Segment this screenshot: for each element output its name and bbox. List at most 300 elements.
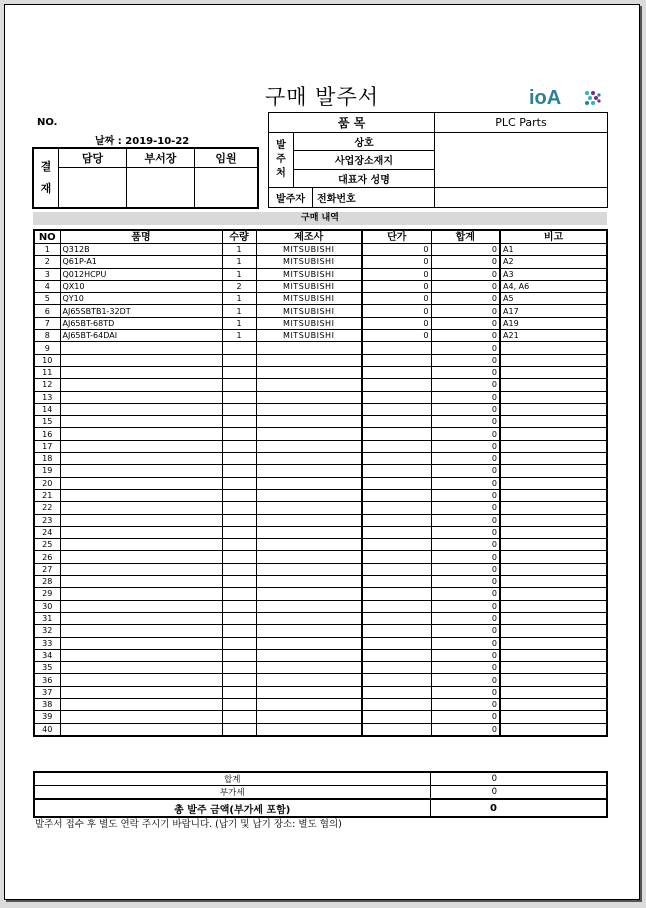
row-qty[interactable] bbox=[222, 391, 256, 403]
table-row bbox=[34, 453, 607, 465]
row-maker[interactable] bbox=[256, 502, 362, 514]
row-item-name[interactable]: QY10 bbox=[60, 293, 222, 305]
row-unit-price[interactable] bbox=[362, 698, 431, 710]
row-note[interactable]: A17 bbox=[500, 305, 607, 317]
row-maker[interactable] bbox=[256, 366, 362, 378]
row-unit-price[interactable]: 0 bbox=[362, 293, 431, 305]
row-no: 8 bbox=[34, 330, 60, 342]
row-maker[interactable] bbox=[256, 711, 362, 723]
row-note[interactable]: A21 bbox=[500, 330, 607, 342]
row-note[interactable] bbox=[500, 625, 607, 637]
row-note[interactable] bbox=[500, 379, 607, 391]
row-unit-price[interactable] bbox=[362, 416, 431, 428]
approval-sign-manager[interactable] bbox=[127, 168, 195, 209]
row-total[interactable]: 0 bbox=[431, 686, 500, 698]
row-total[interactable]: 0 bbox=[431, 637, 500, 649]
row-note[interactable] bbox=[500, 403, 607, 415]
row-item-name[interactable] bbox=[60, 428, 222, 440]
row-note[interactable]: A4, A6 bbox=[500, 280, 607, 292]
row-unit-price[interactable] bbox=[362, 649, 431, 661]
row-item-name[interactable] bbox=[60, 526, 222, 538]
row-no: 15 bbox=[34, 416, 60, 428]
totals-table bbox=[33, 771, 608, 818]
row-no: 2 bbox=[34, 256, 60, 268]
item-value[interactable]: PLC Parts bbox=[435, 113, 608, 133]
row-note[interactable] bbox=[500, 563, 607, 575]
row-total[interactable]: 0 bbox=[431, 379, 500, 391]
row-total[interactable]: 0 bbox=[431, 698, 500, 710]
row-maker[interactable]: MITSUBISHI bbox=[256, 317, 362, 329]
table-row bbox=[34, 625, 607, 637]
row-note[interactable]: A2 bbox=[500, 256, 607, 268]
row-no: 20 bbox=[34, 477, 60, 489]
row-total[interactable]: 0 bbox=[431, 280, 500, 292]
row-unit-price[interactable] bbox=[362, 723, 431, 736]
row-total[interactable]: 0 bbox=[431, 563, 500, 575]
row-unit-price[interactable] bbox=[362, 366, 431, 378]
approval-sign-executive[interactable] bbox=[195, 168, 259, 209]
row-unit-price[interactable] bbox=[362, 465, 431, 477]
row-maker[interactable] bbox=[256, 723, 362, 736]
row-maker[interactable]: MITSUBISHI bbox=[256, 305, 362, 317]
row-item-name[interactable] bbox=[60, 649, 222, 661]
row-maker[interactable] bbox=[256, 465, 362, 477]
row-item-name[interactable] bbox=[60, 711, 222, 723]
row-maker[interactable] bbox=[256, 612, 362, 624]
row-unit-price[interactable] bbox=[362, 526, 431, 538]
row-total[interactable]: 0 bbox=[431, 342, 500, 354]
row-no: 29 bbox=[34, 588, 60, 600]
row-item-name[interactable] bbox=[60, 477, 222, 489]
row-qty[interactable] bbox=[222, 723, 256, 736]
row-item-name[interactable] bbox=[60, 366, 222, 378]
row-maker[interactable] bbox=[256, 600, 362, 612]
row-total[interactable]: 0 bbox=[431, 391, 500, 403]
row-item-name[interactable] bbox=[60, 453, 222, 465]
row-item-name[interactable] bbox=[60, 391, 222, 403]
row-item-name[interactable] bbox=[60, 514, 222, 526]
row-note[interactable] bbox=[500, 465, 607, 477]
row-note[interactable] bbox=[500, 342, 607, 354]
row-note[interactable] bbox=[500, 674, 607, 686]
row-unit-price[interactable] bbox=[362, 403, 431, 415]
row-unit-price[interactable] bbox=[362, 539, 431, 551]
row-item-name[interactable] bbox=[60, 723, 222, 736]
row-maker[interactable] bbox=[256, 588, 362, 600]
row-unit-price[interactable]: 0 bbox=[362, 244, 431, 256]
row-qty[interactable] bbox=[222, 526, 256, 538]
row-total[interactable]: 0 bbox=[431, 489, 500, 501]
approval-side-char-1: 결 bbox=[40, 160, 52, 173]
row-item-name[interactable] bbox=[60, 637, 222, 649]
row-item-name[interactable]: AJ65BT-64DAI bbox=[60, 330, 222, 342]
row-no: 35 bbox=[34, 662, 60, 674]
row-note[interactable] bbox=[500, 649, 607, 661]
row-item-name[interactable] bbox=[60, 563, 222, 575]
row-maker[interactable] bbox=[256, 637, 362, 649]
row-total[interactable]: 0 bbox=[431, 526, 500, 538]
no-label: NO. bbox=[37, 117, 58, 128]
table-row bbox=[34, 698, 607, 710]
row-unit-price[interactable]: 0 bbox=[362, 330, 431, 342]
row-unit-price[interactable] bbox=[362, 342, 431, 354]
row-note[interactable] bbox=[500, 686, 607, 698]
row-unit-price[interactable]: 0 bbox=[362, 280, 431, 292]
row-item-name[interactable] bbox=[60, 379, 222, 391]
row-unit-price[interactable] bbox=[362, 489, 431, 501]
row-total[interactable]: 0 bbox=[431, 723, 500, 736]
row-unit-price[interactable] bbox=[362, 588, 431, 600]
row-qty[interactable] bbox=[222, 465, 256, 477]
table-row bbox=[34, 465, 607, 477]
row-unit-price[interactable] bbox=[362, 711, 431, 723]
row-item-name[interactable] bbox=[60, 342, 222, 354]
row-item-name[interactable] bbox=[60, 612, 222, 624]
row-qty[interactable] bbox=[222, 514, 256, 526]
row-item-name[interactable] bbox=[60, 502, 222, 514]
row-maker[interactable] bbox=[256, 391, 362, 403]
row-qty[interactable] bbox=[222, 662, 256, 674]
table-row bbox=[34, 403, 607, 415]
row-total[interactable]: 0 bbox=[431, 465, 500, 477]
row-note[interactable] bbox=[500, 354, 607, 366]
row-note[interactable]: A5 bbox=[500, 293, 607, 305]
row-note[interactable] bbox=[500, 489, 607, 501]
row-unit-price[interactable] bbox=[362, 440, 431, 452]
row-item-name[interactable] bbox=[60, 576, 222, 588]
row-item-name[interactable] bbox=[60, 403, 222, 415]
row-unit-price[interactable] bbox=[362, 354, 431, 366]
row-maker[interactable] bbox=[256, 440, 362, 452]
row-item-name[interactable] bbox=[60, 539, 222, 551]
row-unit-price[interactable]: 0 bbox=[362, 317, 431, 329]
row-total[interactable]: 0 bbox=[431, 514, 500, 526]
row-qty[interactable] bbox=[222, 649, 256, 661]
row-maker[interactable]: MITSUBISHI bbox=[256, 280, 362, 292]
row-item-name[interactable] bbox=[60, 465, 222, 477]
row-unit-price[interactable] bbox=[362, 391, 431, 403]
row-unit-price[interactable] bbox=[362, 428, 431, 440]
approval-box bbox=[32, 147, 259, 209]
row-no: 26 bbox=[34, 551, 60, 563]
row-qty[interactable] bbox=[222, 403, 256, 415]
row-note[interactable] bbox=[500, 391, 607, 403]
row-qty[interactable] bbox=[222, 576, 256, 588]
row-item-name[interactable] bbox=[60, 698, 222, 710]
row-unit-price[interactable] bbox=[362, 514, 431, 526]
row-maker[interactable] bbox=[256, 342, 362, 354]
table-row bbox=[34, 576, 607, 588]
table-row bbox=[34, 711, 607, 723]
row-total[interactable]: 0 bbox=[431, 711, 500, 723]
row-no: 10 bbox=[34, 354, 60, 366]
row-qty[interactable] bbox=[222, 477, 256, 489]
row-item-name[interactable] bbox=[60, 416, 222, 428]
row-qty[interactable] bbox=[222, 563, 256, 575]
row-qty[interactable] bbox=[222, 674, 256, 686]
row-qty[interactable] bbox=[222, 612, 256, 624]
row-unit-price[interactable]: 0 bbox=[362, 256, 431, 268]
row-note[interactable] bbox=[500, 612, 607, 624]
row-note[interactable] bbox=[500, 723, 607, 736]
row-maker[interactable] bbox=[256, 526, 362, 538]
row-maker[interactable] bbox=[256, 379, 362, 391]
table-row bbox=[34, 612, 607, 624]
row-total[interactable]: 0 bbox=[431, 428, 500, 440]
row-maker[interactable]: MITSUBISHI bbox=[256, 330, 362, 342]
row-unit-price[interactable] bbox=[362, 686, 431, 698]
row-qty[interactable]: 1 bbox=[222, 317, 256, 329]
row-item-name[interactable] bbox=[60, 625, 222, 637]
row-maker[interactable] bbox=[256, 489, 362, 501]
col-header-total: 합계 bbox=[431, 230, 500, 244]
row-total[interactable]: 0 bbox=[431, 477, 500, 489]
row-qty[interactable]: 1 bbox=[222, 293, 256, 305]
row-total[interactable]: 0 bbox=[431, 453, 500, 465]
row-qty[interactable] bbox=[222, 686, 256, 698]
row-maker[interactable] bbox=[256, 514, 362, 526]
row-unit-price[interactable] bbox=[362, 662, 431, 674]
row-total[interactable]: 0 bbox=[431, 403, 500, 415]
row-total[interactable]: 0 bbox=[431, 588, 500, 600]
row-item-name[interactable]: AJ65BT-68TD bbox=[60, 317, 222, 329]
supplier-details-field[interactable] bbox=[435, 133, 608, 188]
row-no: 6 bbox=[34, 305, 60, 317]
row-qty[interactable] bbox=[222, 366, 256, 378]
col-header-no: NO bbox=[34, 230, 60, 244]
row-maker[interactable] bbox=[256, 576, 362, 588]
row-qty[interactable] bbox=[222, 502, 256, 514]
row-note[interactable] bbox=[500, 662, 607, 674]
table-row bbox=[34, 649, 607, 661]
row-unit-price[interactable] bbox=[362, 612, 431, 624]
row-note[interactable] bbox=[500, 416, 607, 428]
row-unit-price[interactable] bbox=[362, 551, 431, 563]
row-qty[interactable] bbox=[222, 379, 256, 391]
row-qty[interactable]: 2 bbox=[222, 280, 256, 292]
row-note[interactable] bbox=[500, 576, 607, 588]
row-maker[interactable]: MITSUBISHI bbox=[256, 268, 362, 280]
table-row bbox=[34, 526, 607, 538]
table-row bbox=[34, 723, 607, 736]
row-qty[interactable] bbox=[222, 637, 256, 649]
row-unit-price[interactable] bbox=[362, 674, 431, 686]
approval-sign-staff[interactable] bbox=[59, 168, 127, 209]
row-qty[interactable]: 1 bbox=[222, 305, 256, 317]
row-total[interactable]: 0 bbox=[431, 293, 500, 305]
row-maker[interactable]: MITSUBISHI bbox=[256, 293, 362, 305]
row-item-name[interactable] bbox=[60, 489, 222, 501]
row-unit-price[interactable]: 0 bbox=[362, 305, 431, 317]
row-item-name[interactable] bbox=[60, 440, 222, 452]
row-no: 37 bbox=[34, 686, 60, 698]
logo-text: ioA bbox=[529, 87, 562, 109]
vat-row bbox=[34, 786, 607, 800]
row-total[interactable]: 0 bbox=[431, 600, 500, 612]
row-no: 33 bbox=[34, 637, 60, 649]
row-item-name[interactable] bbox=[60, 588, 222, 600]
row-total[interactable]: 0 bbox=[431, 502, 500, 514]
row-qty[interactable] bbox=[222, 428, 256, 440]
table-row bbox=[34, 244, 607, 256]
row-maker[interactable] bbox=[256, 539, 362, 551]
row-total[interactable]: 0 bbox=[431, 551, 500, 563]
row-item-name[interactable]: Q312B bbox=[60, 244, 222, 256]
row-qty[interactable] bbox=[222, 453, 256, 465]
row-maker[interactable] bbox=[256, 674, 362, 686]
row-qty[interactable] bbox=[222, 625, 256, 637]
row-unit-price[interactable] bbox=[362, 502, 431, 514]
row-maker[interactable] bbox=[256, 625, 362, 637]
section-title: 구매 내역 bbox=[33, 212, 607, 225]
row-unit-price[interactable] bbox=[362, 625, 431, 637]
row-qty[interactable] bbox=[222, 354, 256, 366]
row-total[interactable]: 0 bbox=[431, 244, 500, 256]
row-maker[interactable] bbox=[256, 416, 362, 428]
phone-field[interactable] bbox=[435, 187, 608, 207]
row-qty[interactable]: 1 bbox=[222, 330, 256, 342]
row-no: 22 bbox=[34, 502, 60, 514]
row-note[interactable] bbox=[500, 698, 607, 710]
row-total[interactable]: 0 bbox=[431, 330, 500, 342]
row-maker[interactable] bbox=[256, 698, 362, 710]
row-no: 4 bbox=[34, 280, 60, 292]
row-qty[interactable] bbox=[222, 342, 256, 354]
table-row bbox=[34, 588, 607, 600]
row-maker[interactable] bbox=[256, 686, 362, 698]
date-label: 날짜 : 2019-10-22 bbox=[95, 136, 190, 147]
row-qty[interactable] bbox=[222, 588, 256, 600]
row-unit-price[interactable] bbox=[362, 563, 431, 575]
row-note[interactable]: A1 bbox=[500, 244, 607, 256]
row-total[interactable]: 0 bbox=[431, 366, 500, 378]
row-note[interactable] bbox=[500, 514, 607, 526]
row-qty[interactable]: 1 bbox=[222, 268, 256, 280]
row-qty[interactable] bbox=[222, 416, 256, 428]
row-no: 7 bbox=[34, 317, 60, 329]
row-no: 21 bbox=[34, 489, 60, 501]
row-unit-price[interactable] bbox=[362, 477, 431, 489]
row-total[interactable]: 0 bbox=[431, 649, 500, 661]
row-note[interactable] bbox=[500, 637, 607, 649]
representative-label: 대표자 성명 bbox=[294, 169, 435, 187]
row-total[interactable]: 0 bbox=[431, 662, 500, 674]
row-total[interactable]: 0 bbox=[431, 576, 500, 588]
row-qty[interactable] bbox=[222, 440, 256, 452]
row-item-name[interactable] bbox=[60, 600, 222, 612]
row-total[interactable]: 0 bbox=[431, 305, 500, 317]
row-total[interactable]: 0 bbox=[431, 539, 500, 551]
row-note[interactable] bbox=[500, 502, 607, 514]
row-maker[interactable] bbox=[256, 649, 362, 661]
orderer-label: 발주자 bbox=[269, 187, 313, 207]
row-unit-price[interactable] bbox=[362, 379, 431, 391]
row-note[interactable] bbox=[500, 526, 607, 538]
table-row bbox=[34, 674, 607, 686]
row-maker[interactable] bbox=[256, 403, 362, 415]
row-item-name[interactable]: Q61P-A1 bbox=[60, 256, 222, 268]
row-item-name[interactable] bbox=[60, 686, 222, 698]
row-maker[interactable]: MITSUBISHI bbox=[256, 244, 362, 256]
table-row bbox=[34, 551, 607, 563]
row-item-name[interactable] bbox=[60, 662, 222, 674]
row-maker[interactable]: MITSUBISHI bbox=[256, 256, 362, 268]
row-qty[interactable] bbox=[222, 551, 256, 563]
row-item-name[interactable]: Q012HCPU bbox=[60, 268, 222, 280]
row-note[interactable] bbox=[500, 600, 607, 612]
company-name-label: 상호 bbox=[294, 133, 435, 151]
row-note[interactable] bbox=[500, 711, 607, 723]
row-total[interactable]: 0 bbox=[431, 440, 500, 452]
row-qty[interactable]: 1 bbox=[222, 244, 256, 256]
row-no: 31 bbox=[34, 612, 60, 624]
row-qty[interactable] bbox=[222, 698, 256, 710]
row-unit-price[interactable] bbox=[362, 637, 431, 649]
row-unit-price[interactable] bbox=[362, 453, 431, 465]
row-total[interactable]: 0 bbox=[431, 268, 500, 280]
row-unit-price[interactable] bbox=[362, 576, 431, 588]
row-note[interactable] bbox=[500, 588, 607, 600]
row-item-name[interactable] bbox=[60, 551, 222, 563]
row-item-name[interactable]: AJ65SBTB1-32DT bbox=[60, 305, 222, 317]
row-note[interactable]: A19 bbox=[500, 317, 607, 329]
table-row bbox=[34, 379, 607, 391]
row-total[interactable]: 0 bbox=[431, 612, 500, 624]
row-maker[interactable] bbox=[256, 551, 362, 563]
row-unit-price[interactable] bbox=[362, 600, 431, 612]
table-row bbox=[34, 293, 607, 305]
row-note[interactable] bbox=[500, 477, 607, 489]
row-maker[interactable] bbox=[256, 428, 362, 440]
row-total[interactable]: 0 bbox=[431, 416, 500, 428]
row-note[interactable] bbox=[500, 453, 607, 465]
row-qty[interactable]: 1 bbox=[222, 256, 256, 268]
row-no: 39 bbox=[34, 711, 60, 723]
row-note[interactable]: A3 bbox=[500, 268, 607, 280]
table-row bbox=[34, 268, 607, 280]
row-maker[interactable] bbox=[256, 477, 362, 489]
logo-graphic bbox=[527, 85, 605, 109]
row-item-name[interactable] bbox=[60, 674, 222, 686]
row-note[interactable] bbox=[500, 551, 607, 563]
row-maker[interactable] bbox=[256, 354, 362, 366]
row-maker[interactable] bbox=[256, 563, 362, 575]
row-total[interactable]: 0 bbox=[431, 625, 500, 637]
row-no: 5 bbox=[34, 293, 60, 305]
row-qty[interactable] bbox=[222, 539, 256, 551]
row-total[interactable]: 0 bbox=[431, 317, 500, 329]
row-note[interactable] bbox=[500, 366, 607, 378]
row-item-name[interactable] bbox=[60, 354, 222, 366]
row-item-name[interactable]: QX10 bbox=[60, 280, 222, 292]
row-note[interactable] bbox=[500, 539, 607, 551]
row-note[interactable] bbox=[500, 440, 607, 452]
row-qty[interactable] bbox=[222, 600, 256, 612]
row-total[interactable]: 0 bbox=[431, 256, 500, 268]
row-no: 24 bbox=[34, 526, 60, 538]
row-maker[interactable] bbox=[256, 453, 362, 465]
row-total[interactable]: 0 bbox=[431, 674, 500, 686]
row-maker[interactable] bbox=[256, 662, 362, 674]
row-qty[interactable] bbox=[222, 711, 256, 723]
row-note[interactable] bbox=[500, 428, 607, 440]
row-qty[interactable] bbox=[222, 489, 256, 501]
row-unit-price[interactable]: 0 bbox=[362, 268, 431, 280]
row-no: 38 bbox=[34, 698, 60, 710]
purchase-order-sheet bbox=[4, 4, 640, 900]
row-total[interactable]: 0 bbox=[431, 354, 500, 366]
table-row bbox=[34, 440, 607, 452]
